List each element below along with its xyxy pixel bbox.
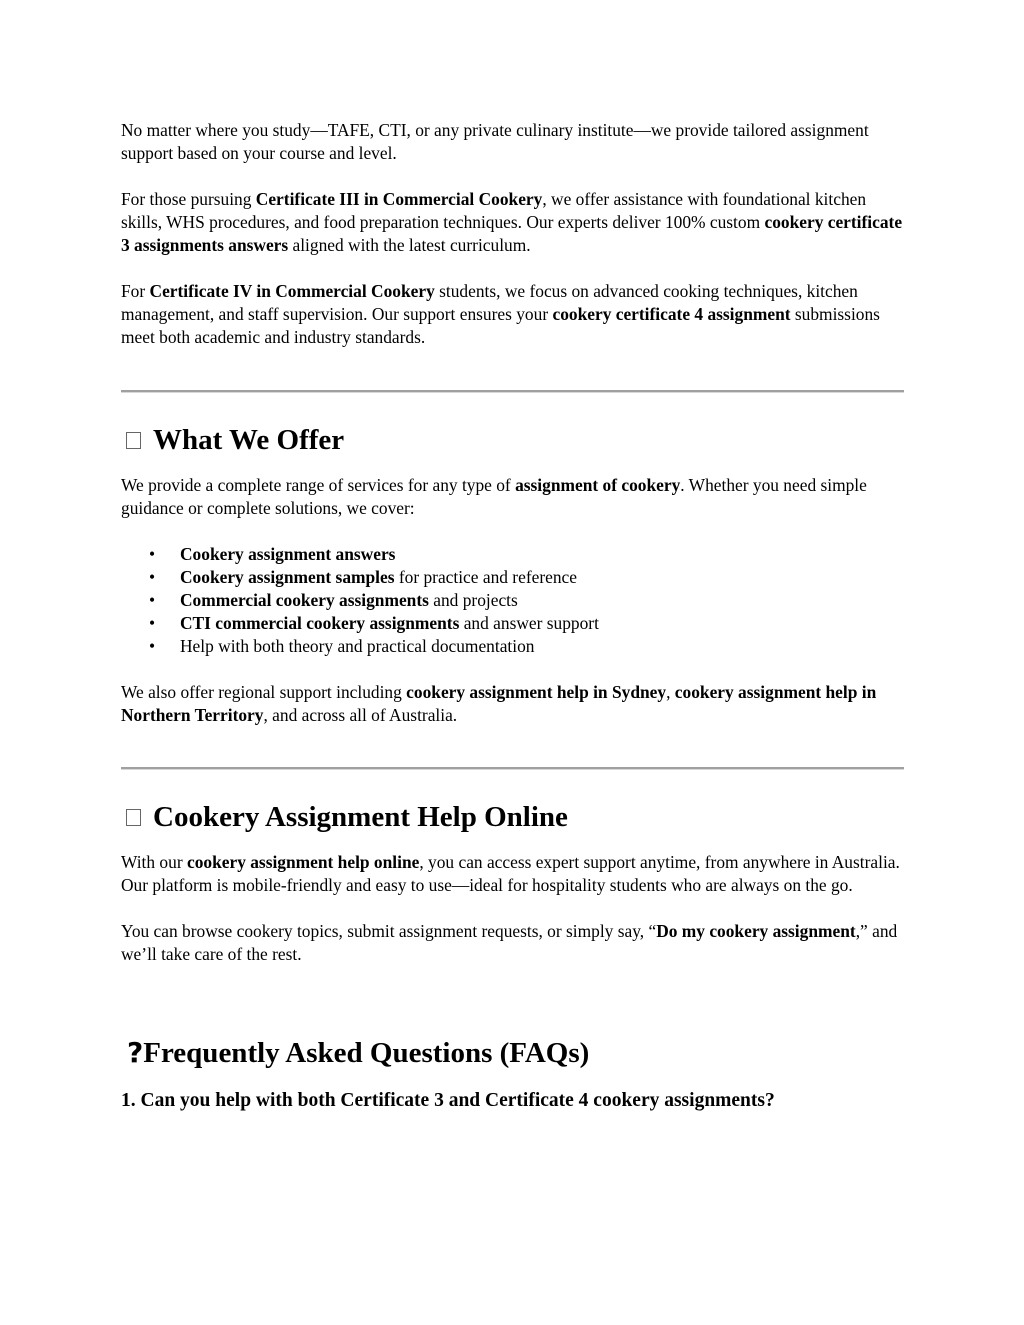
offer-heading: What We Offer	[121, 423, 903, 457]
missing-glyph-icon	[126, 809, 141, 826]
online-paragraph-1: With our cookery assignment help online, you can access expert support anytime, from anywhere in Australia. Our platform is mobile-friendly and easy to use—ideal for hospitality students who are always on the go.	[121, 852, 900, 895]
missing-glyph-icon	[126, 432, 141, 449]
list-item: • CTI commercial cookery assignments and answer support	[121, 612, 903, 635]
list-item: • Cookery assignment samples for practice and reference	[121, 566, 903, 589]
online-heading: Cookery Assignment Help Online	[121, 800, 903, 834]
list-item: • Commercial cookery assignments and projects	[121, 589, 903, 612]
intro-paragraph-3: For Certificate IV in Commercial Cookery students, we focus on advanced cooking techniques, kitchen management, and staff supervision. Our support ensures your cookery certificate 4 assignment submissions meet both academic and industry standards.	[121, 281, 880, 347]
offer-paragraph-2: We also offer regional support including cookery assignment help in Sydney, cookery assignment help in Northern Territory, and across all of Australia.	[121, 682, 877, 725]
question-mark-icon: ?	[127, 1036, 144, 1069]
list-item: • Cookery assignment answers	[121, 543, 903, 566]
faq-question-1: 1. Can you help with both Certificate 3 and Certificate 4 cookery assignments?	[121, 1090, 775, 1111]
list-item: • Help with both theory and practical documentation	[121, 635, 903, 658]
faq-heading: ? Frequently Asked Questions (FAQs)	[127, 1036, 590, 1069]
intro-paragraph-2: For those pursuing Certificate III in Commercial Cookery, we offer assistance with foundational kitchen skills, WHS procedures, and food preparation techniques. Our experts deliver 100% custom cookery certificate 3 assignments answers aligned with the latest curriculum.	[121, 189, 903, 255]
offer-paragraph-1: We provide a complete range of services for any type of assignment of cookery. Whether you need simple guidance or complete solutions, we cover:	[121, 475, 867, 518]
online-paragraph-2: You can browse cookery topics, submit assignment requests, or simply say, “Do my cookery assignment,” and we’ll take care of the rest.	[121, 921, 898, 964]
intro-paragraph-1: No matter where you study—TAFE, CTI, or any private culinary institute—we provide tailored assignment support based on your course and level.	[121, 120, 869, 163]
offer-list	[121, 543, 903, 658]
